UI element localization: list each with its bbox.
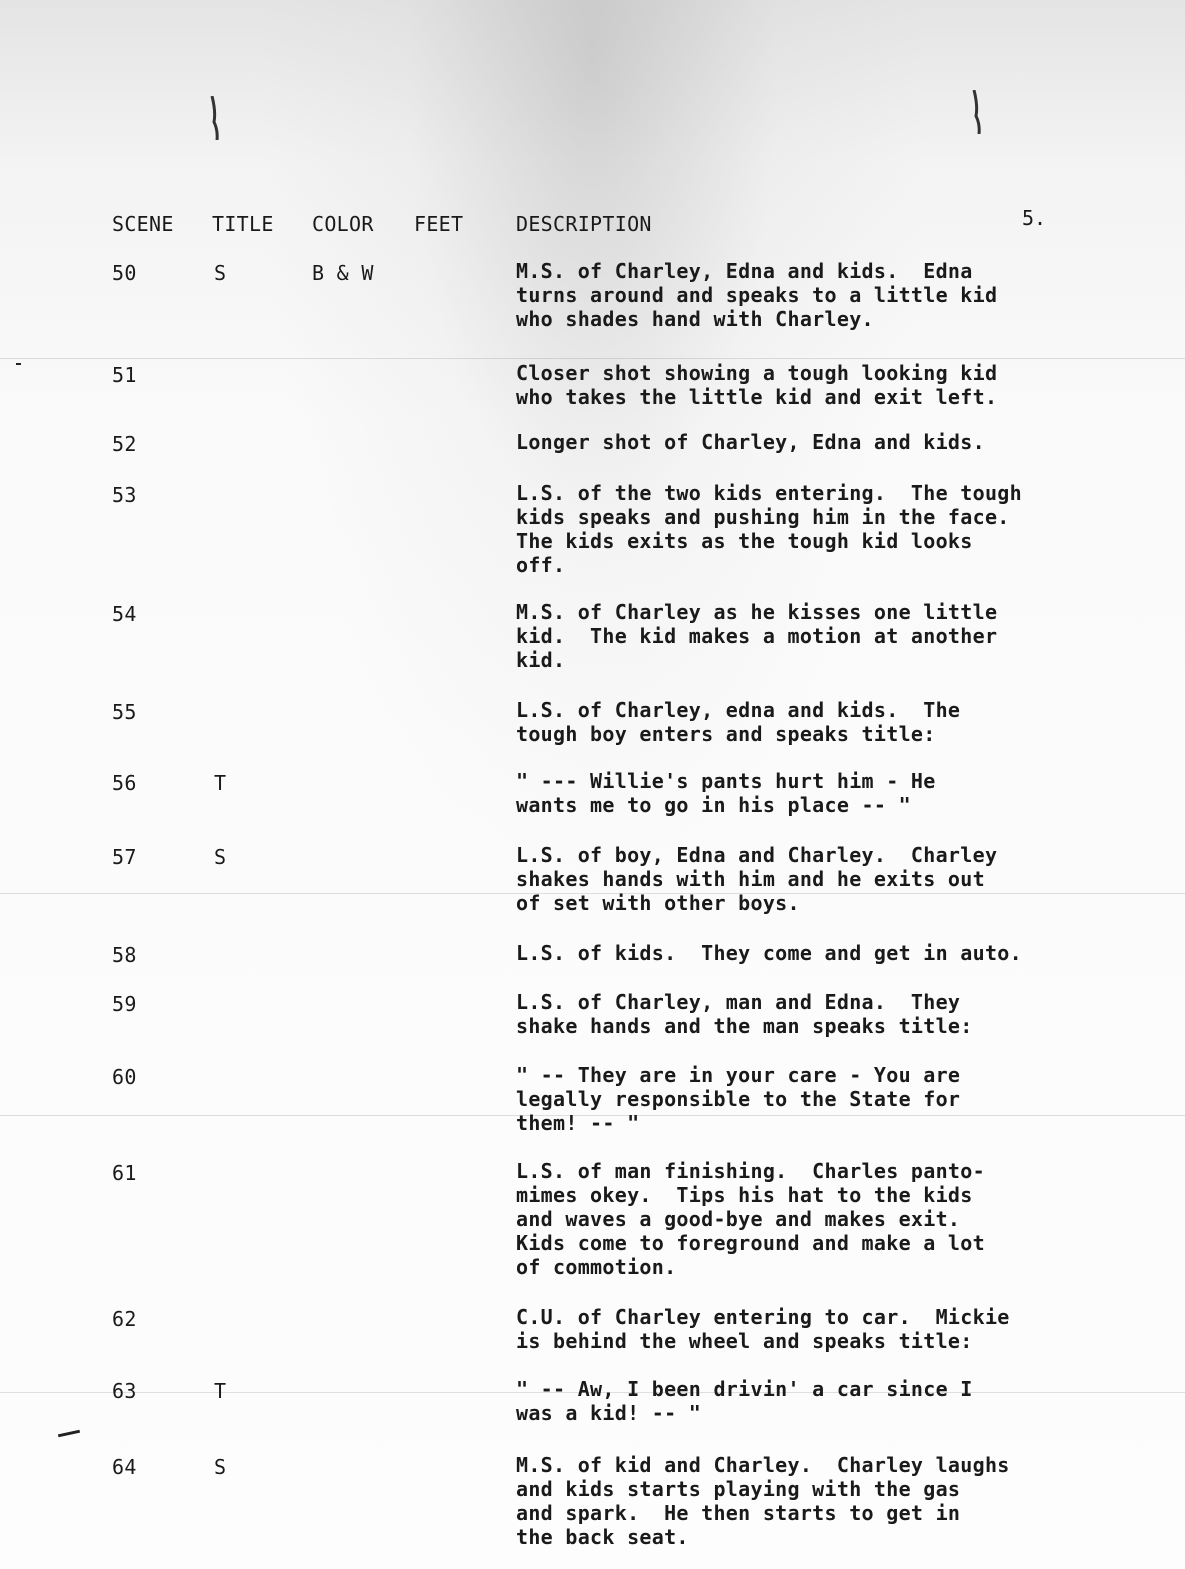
scene-description-line: Closer shot showing a tough looking kid — [516, 361, 998, 385]
scene-description-line: Longer shot of Charley, Edna and kids. — [516, 430, 985, 454]
scene-title-code: S — [214, 845, 227, 869]
scene-description-line: L.S. of kids. They come and get in auto. — [516, 941, 1022, 965]
header-title: TITLE — [212, 212, 274, 236]
scene-description-line: and spark. He then starts to get in — [516, 1501, 961, 1525]
header-description: DESCRIPTION — [516, 212, 652, 236]
scene-description-line: " -- Aw, I been drivin' a car since I — [516, 1377, 973, 1401]
scene-description-line: M.S. of kid and Charley. Charley laughs — [516, 1453, 1010, 1477]
scene-number: 54 — [112, 602, 137, 626]
scene-description-line: and waves a good-bye and makes exit. — [516, 1207, 961, 1231]
scene-number: 55 — [112, 700, 137, 724]
scene-description-line: the back seat. — [516, 1525, 689, 1549]
scene-number: 51 — [112, 363, 137, 387]
scene-description-line: The kids exits as the tough kid looks — [516, 529, 973, 553]
scene-title-code: S — [214, 1455, 227, 1479]
scene-description-line: turns around and speaks to a little kid — [516, 283, 998, 307]
header-scene: SCENE — [112, 212, 174, 236]
ink-mark — [16, 363, 21, 365]
scene-number: 63 — [112, 1379, 137, 1403]
scene-description-line: shakes hands with him and he exits out — [516, 867, 985, 891]
scene-title-code: T — [214, 1379, 227, 1403]
scene-number: 60 — [112, 1065, 137, 1089]
scene-description-line: of commotion. — [516, 1255, 677, 1279]
scene-description-line: M.S. of Charley as he kisses one little — [516, 600, 998, 624]
scene-description-line: legally responsible to the State for — [516, 1087, 961, 1111]
header-color: COLOR — [312, 212, 374, 236]
scene-description-line: L.S. of Charley, man and Edna. They — [516, 990, 961, 1014]
scene-description-line: " -- They are in your care - You are — [516, 1063, 961, 1087]
scene-description-line: wants me to go in his place -- " — [516, 793, 911, 817]
scene-number: 64 — [112, 1455, 137, 1479]
scene-color: B & W — [312, 261, 374, 285]
scene-description-line: L.S. of Charley, edna and kids. The — [516, 698, 961, 722]
ink-mark — [58, 1430, 80, 1438]
scene-description-line: M.S. of Charley, Edna and kids. Edna — [516, 259, 973, 283]
scene-description-line: of set with other boys. — [516, 891, 800, 915]
punch-mark-right — [972, 90, 982, 134]
scene-description-line: kids speaks and pushing him in the face. — [516, 505, 1010, 529]
header-feet: FEET — [414, 212, 464, 236]
scene-description-line: " --- Willie's pants hurt him - He — [516, 769, 936, 793]
scene-description-line: Kids come to foreground and make a lot — [516, 1231, 985, 1255]
scene-number: 50 — [112, 261, 137, 285]
scene-number: 56 — [112, 771, 137, 795]
scene-description-line: L.S. of boy, Edna and Charley. Charley — [516, 843, 998, 867]
scene-number: 52 — [112, 432, 137, 456]
scene-description-line: who takes the little kid and exit left. — [516, 385, 998, 409]
scene-description-line: them! -- " — [516, 1111, 640, 1135]
scene-number: 57 — [112, 845, 137, 869]
scene-number: 61 — [112, 1161, 137, 1185]
scene-description-line: shake hands and the man speaks title: — [516, 1014, 973, 1038]
punch-mark-left — [210, 96, 220, 140]
scene-description-line: kid. The kid makes a motion at another — [516, 624, 998, 648]
scene-description-line: tough boy enters and speaks title: — [516, 722, 936, 746]
scene-title-code: S — [214, 261, 227, 285]
scene-description-line: mimes okey. Tips his hat to the kids — [516, 1183, 973, 1207]
scene-description-line: kid. — [516, 648, 566, 672]
scan-line — [0, 358, 1185, 359]
scene-description-line: L.S. of the two kids entering. The tough — [516, 481, 1022, 505]
scene-number: 59 — [112, 992, 137, 1016]
scene-description-line: is behind the wheel and speaks title: — [516, 1329, 973, 1353]
page-number: 5. — [1022, 206, 1047, 230]
scene-title-code: T — [214, 771, 227, 795]
scene-description-line: off. — [516, 553, 566, 577]
scene-description-line: who shades hand with Charley. — [516, 307, 874, 331]
scene-description-line: and kids starts playing with the gas — [516, 1477, 961, 1501]
scene-description-line: L.S. of man finishing. Charles panto- — [516, 1159, 985, 1183]
scene-description-line: C.U. of Charley entering to car. Mickie — [516, 1305, 1010, 1329]
scene-number: 58 — [112, 943, 137, 967]
scene-description-line: was a kid! -- " — [516, 1401, 702, 1425]
scene-number: 53 — [112, 483, 137, 507]
scene-number: 62 — [112, 1307, 137, 1331]
